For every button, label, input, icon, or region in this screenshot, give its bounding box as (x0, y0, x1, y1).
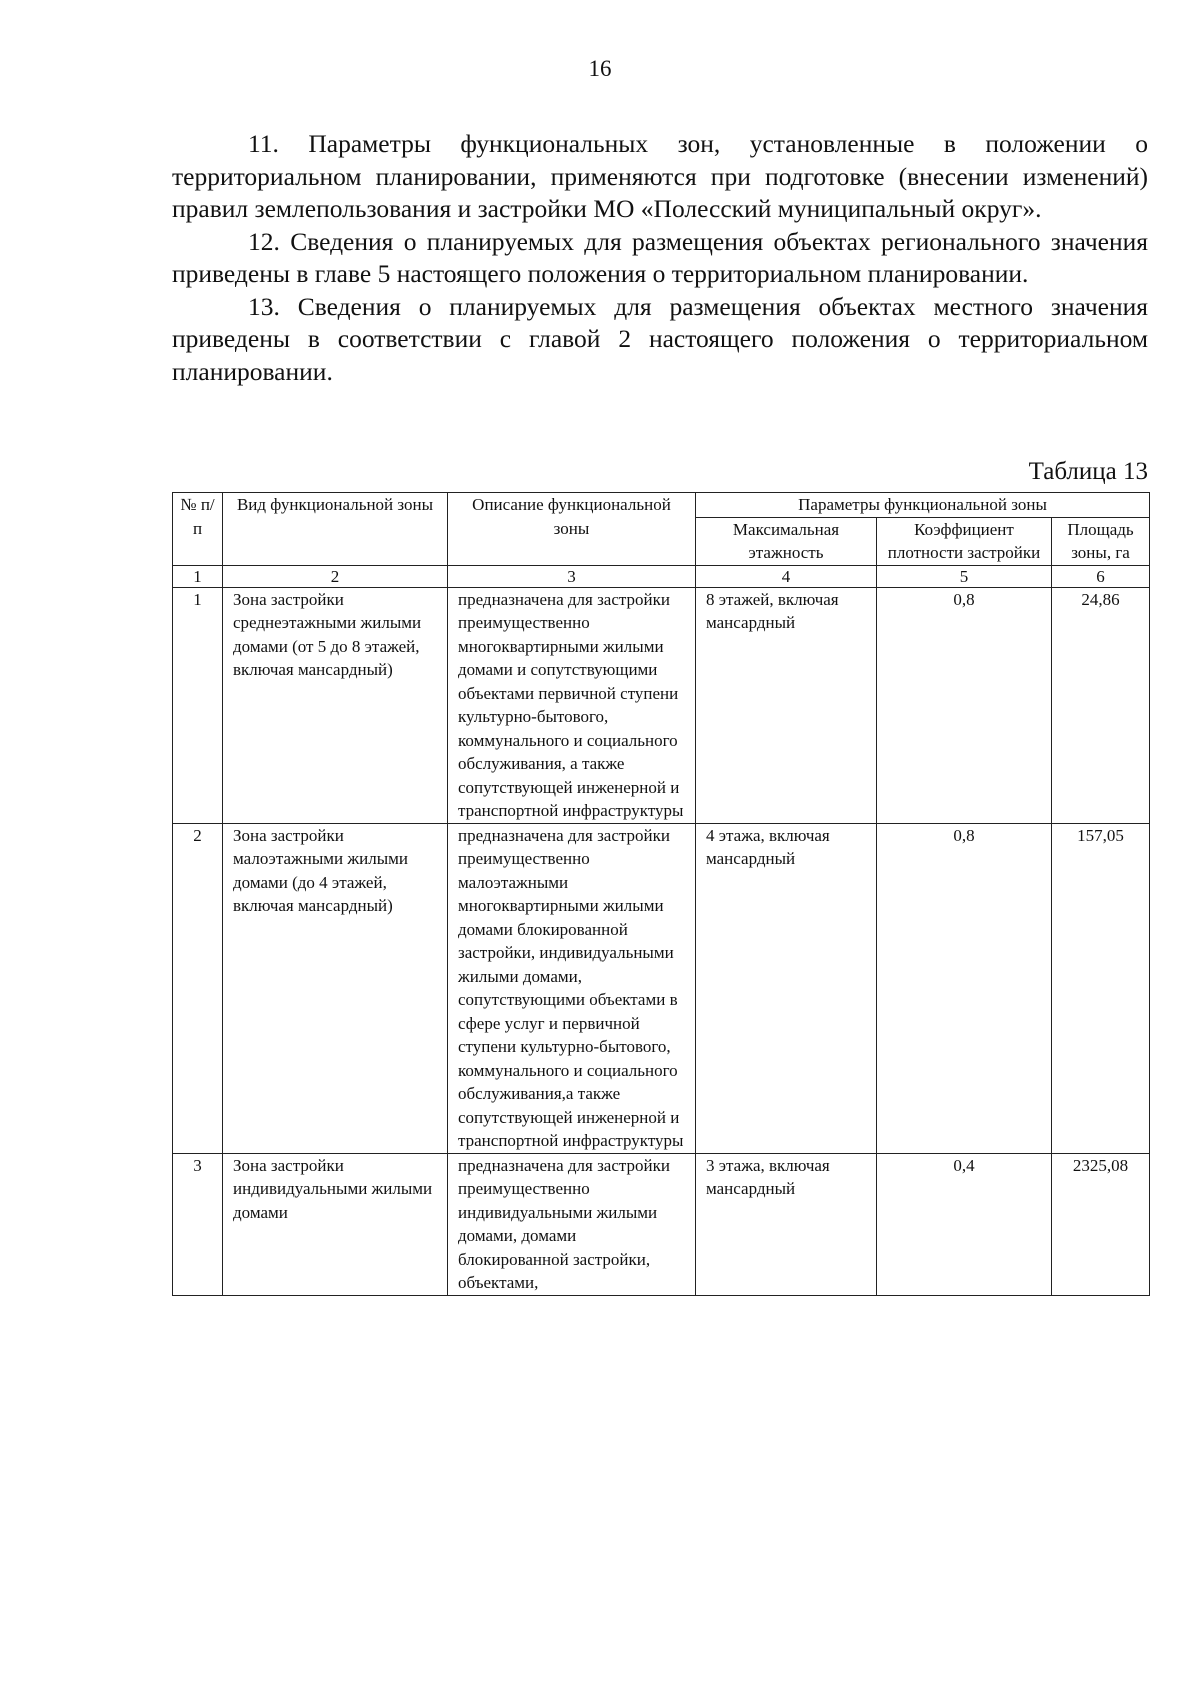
paragraph-13: 13. Сведения о планируемых для размещения объектах местного значения приведены в соответствии с главой 2 настоящего положения о территориальном планировании. (172, 291, 1148, 386)
functional-zones-table (172, 492, 1150, 1296)
table-row (173, 823, 1150, 1153)
column-numbers-row (173, 565, 1150, 587)
table-row (173, 1153, 1150, 1295)
row-description: предназначена для застройки преимущественно малоэтажными многоквартирными жилыми домами блокированной застройки, индивидуальными жилыми домами, сопутствующими объектами в сфере услуг и первичной ступени культурно-бытового, коммунального и социального обслуживания,а также сопутствующей инженерной и транспортной инфраструктуры (448, 823, 696, 1153)
header-params-group: Параметры функциональной зоны (696, 493, 1150, 518)
row-area: 24,86 (1052, 587, 1150, 823)
table-row (173, 587, 1150, 823)
table-caption: Таблица 13 (1028, 458, 1148, 485)
row-max-floors: 8 этажей, включая мансардный (696, 587, 877, 823)
header-density: Коэффициент плотности застройки (877, 517, 1052, 565)
row-kind: Зона застройки малоэтажными жилыми домами (до 4 этажей, включая мансардный) (223, 823, 448, 1153)
row-num: 2 (173, 823, 223, 1153)
column-number: 2 (223, 565, 448, 587)
row-kind: Зона застройки индивидуальными жилыми домами (223, 1153, 448, 1295)
column-number: 5 (877, 565, 1052, 587)
row-density: 0,4 (877, 1153, 1052, 1295)
column-number: 1 (173, 565, 223, 587)
row-num: 3 (173, 1153, 223, 1295)
column-number: 4 (696, 565, 877, 587)
row-density: 0,8 (877, 587, 1052, 823)
row-kind: Зона застройки среднеэтажными жилыми домами (от 5 до 8 этажей, включая мансардный) (223, 587, 448, 823)
row-num: 1 (173, 587, 223, 823)
row-area: 2325,08 (1052, 1153, 1150, 1295)
row-area: 157,05 (1052, 823, 1150, 1153)
row-max-floors: 4 этажа, включая мансардный (696, 823, 877, 1153)
row-density: 0,8 (877, 823, 1052, 1153)
header-description: Описание функциональной зоны (448, 493, 696, 566)
column-number: 6 (1052, 565, 1150, 587)
paragraph-12: 12. Сведения о планируемых для размещения объектах регионального значения приведены в главе 5 настоящего положения о территориальном планировании. (172, 226, 1148, 288)
header-num: № п/п (173, 493, 223, 566)
header-area: Площадь зоны, га (1052, 517, 1150, 565)
row-max-floors: 3 этажа, включая мансардный (696, 1153, 877, 1295)
page-number: 16 (588, 56, 612, 81)
row-description: предназначена для застройки преимущественно индивидуальными жилыми домами, домами блокированной застройки, объектами, (448, 1153, 696, 1295)
header-kind: Вид функциональной зоны (223, 493, 448, 566)
paragraph-11: 11. Параметры функциональных зон, установленные в положении о территориальном планировании, применяются при подготовке (внесении изменений) правил землепользования и застройки МО «Полесский муниципальный округ». (172, 129, 1148, 223)
column-number: 3 (448, 565, 696, 587)
header-max-floors: Максимальная этажность (696, 517, 877, 565)
row-description: предназначена для застройки преимущественно многоквартирными жилыми домами и сопутствующими объектами первичной ступени культурно-бытового, коммунального и социального обслуживания, а также сопутствующей инженерной и транспортной инфраструктуры (448, 587, 696, 823)
body-text (172, 128, 1148, 388)
